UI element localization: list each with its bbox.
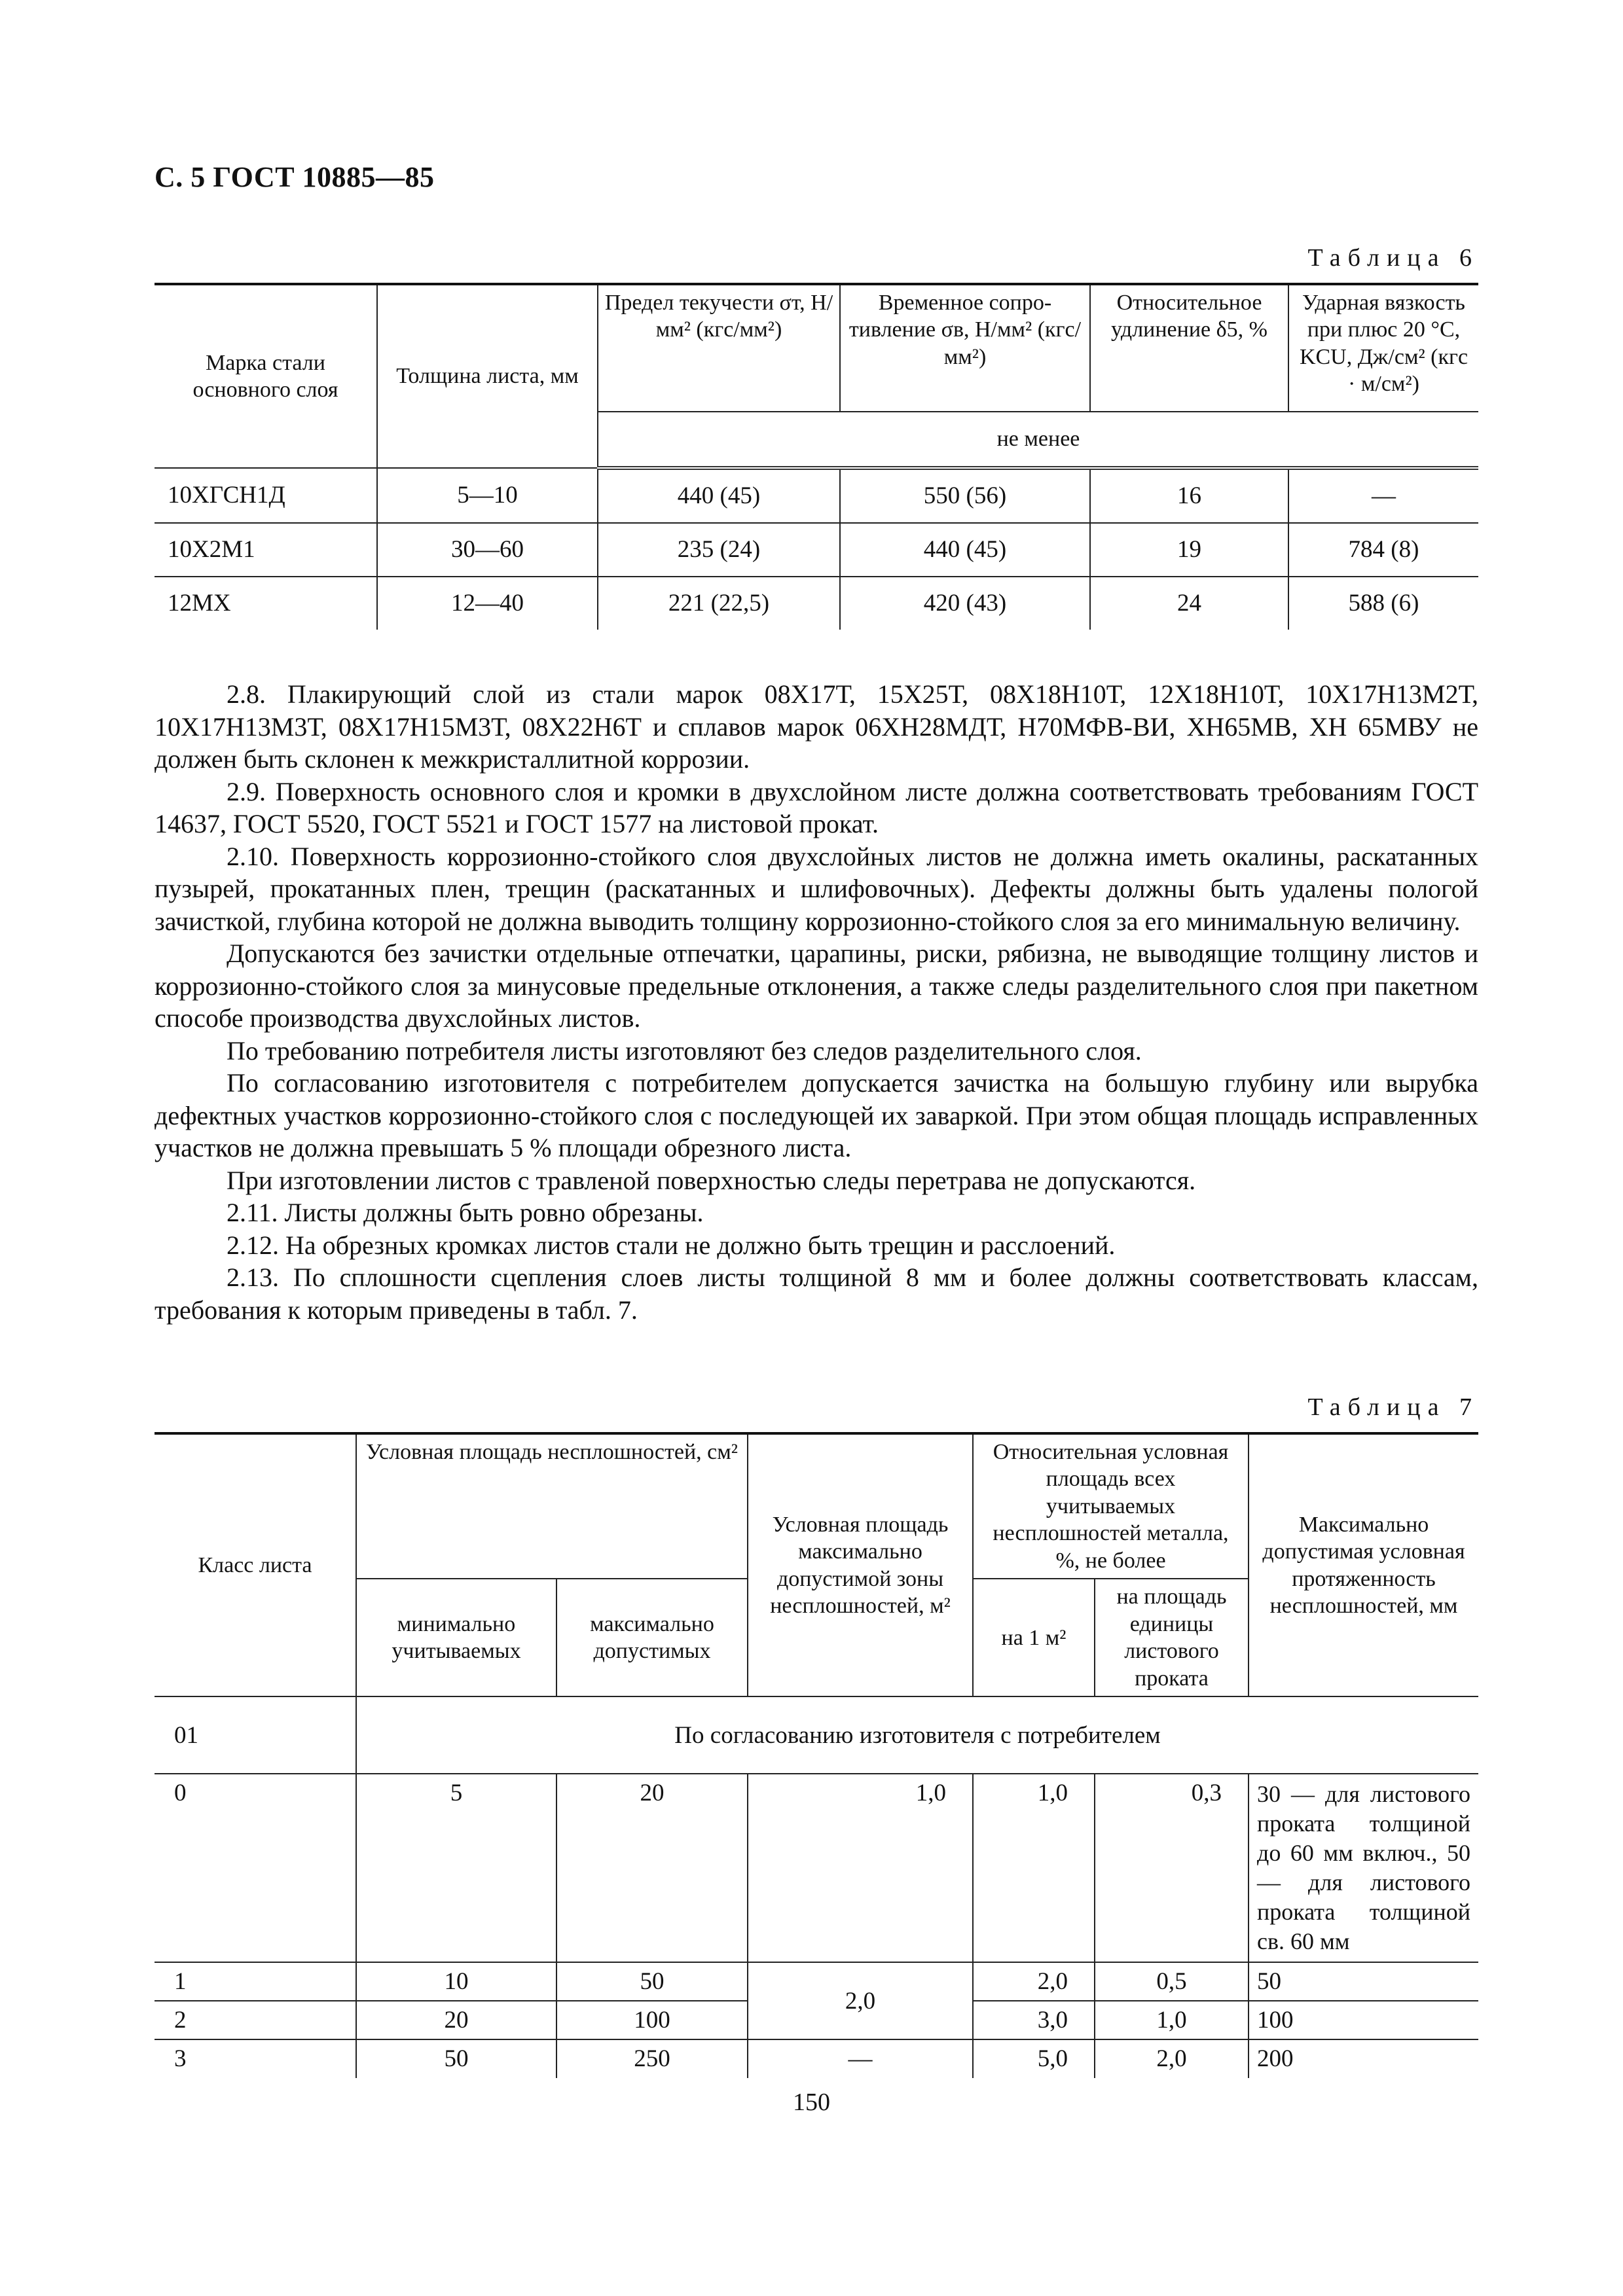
t6-header-yield: Предел текучести σт, Н/мм² (кгс/мм²)	[598, 284, 840, 412]
table-7	[155, 1432, 1478, 2078]
t6-header-strength: Временное сопротивление σв, Н/мм² (кгс/мм²)	[840, 284, 1090, 412]
table7-caption: Таблица 7	[1307, 1393, 1479, 1421]
t7-cell: 20	[556, 1774, 748, 1962]
t7-cell: 20	[356, 2001, 556, 2039]
paragraph: Допускаются без зачистки отдельные отпечатки, царапины, риски, рябизна, не выводящие толщину листов и коррозионно-стойкого слоя за минусовые предельные отклонения, а также следы разделительного слоя при пакетном способе производства двухслойных листов.	[155, 939, 1478, 1033]
t6-cell: —	[1288, 468, 1478, 523]
t7-cell: 1,0	[973, 1774, 1095, 1962]
t7-header-length: Максимально допустимая условная протяженность несплошностей, мм	[1249, 1433, 1478, 1696]
t7-header-per-m2: на 1 м²	[973, 1579, 1095, 1696]
t6-cell: 440 (45)	[598, 468, 840, 523]
paragraph: 2.10. Поверхность коррозионно-стойкого слоя двухслойных листов не должна иметь окалины, раскатанных пузырей, прокатанных плен, трещин (раскатанных и шлифовочных). Дефекты должны быть удалены пологой зачисткой, глубина которой не должна выводить толщину коррозионно-стойкого слоя за его минимальную величину.	[155, 841, 1478, 936]
t7-cell: 2,0	[748, 1962, 973, 2039]
t7-header-max: максимально допустимых	[556, 1579, 748, 1696]
t7-header-min: минимально учитываемых	[356, 1579, 556, 1696]
t7-cell: 1	[155, 1962, 356, 2001]
t7-cell: 2	[155, 2001, 356, 2039]
table-6	[155, 283, 1478, 630]
t6-cell: 12МХ	[155, 577, 377, 630]
t7-header-per-unit: на площадь единицы листового проката	[1095, 1579, 1249, 1696]
body-text	[155, 678, 1478, 1326]
t6-subheader: не менее	[598, 412, 1478, 468]
t6-cell: 5—10	[377, 468, 598, 523]
t6-cell: 19	[1090, 523, 1288, 577]
paragraph: 2.9. Поверхность основного слоя и кромки в двухслойном листе должна соответствовать требованиям ГОСТ 14637, ГОСТ 5520, ГОСТ 5521 и ГОСТ 1577 на листовой прокат.	[155, 776, 1478, 838]
t6-header-elongation: Относительное удлинение δ5, %	[1090, 284, 1288, 412]
t7-cell: 2,0	[973, 1962, 1095, 2001]
t6-cell: 10Х2М1	[155, 523, 377, 577]
t7-row01-text: По согласованию изготовителя с потребителем	[356, 1696, 1478, 1774]
t6-cell: 24	[1090, 577, 1288, 630]
t7-cell: 1,0	[748, 1774, 973, 1962]
document-header: С. 5 ГОСТ 10885—85	[155, 161, 435, 193]
paragraph: 2.11. Листы должны быть ровно обрезаны.	[227, 1198, 704, 1227]
table6-caption: Таблица 6	[1307, 244, 1479, 272]
t7-header-class: Класс листа	[155, 1433, 356, 1696]
t6-cell: 550 (56)	[840, 468, 1090, 523]
t7-cell: 10	[356, 1962, 556, 2001]
t7-cell: 0,3	[1095, 1774, 1249, 1962]
t6-cell: 420 (43)	[840, 577, 1090, 630]
t6-cell: 221 (22,5)	[598, 577, 840, 630]
t6-header-impact: Ударная вязкость при плюс 20 °С, KCU, Дж/см² (кгс · м/см²)	[1288, 284, 1478, 412]
t6-cell: 588 (6)	[1288, 577, 1478, 630]
t6-cell: 16	[1090, 468, 1288, 523]
t7-cell: 50	[1249, 1962, 1478, 2001]
t7-header-relative-group: Относительная условная площадь всех учитываемых несплошностей металла, %, не более	[973, 1433, 1249, 1579]
page-number: 150	[793, 2089, 830, 2116]
t7-cell: 50	[356, 2039, 556, 2077]
t7-cell: 0,5	[1095, 1962, 1249, 2001]
t6-header-thickness: Толщина листа, мм	[377, 284, 598, 468]
t6-header-grade: Марка стали основного слоя	[155, 284, 377, 468]
t6-cell: 10ХГСН1Д	[155, 468, 377, 523]
paragraph: 2.8. Плакирующий слой из стали марок 08Х17Т, 15Х25Т, 08Х18Н10Т, 12Х18Н10Т, 10Х17Н13М2Т, 10Х17Н13М3Т, 08Х17Н15М3Т, 08Х22Н6Т и сплавов марок 06ХН28МДТ, Н70МФВ-ВИ, ХН65МВ, ХН 65МВУ не должен быть склонен к межкристаллитной коррозии.	[155, 679, 1478, 774]
t7-cell: 2,0	[1095, 2039, 1249, 2077]
t7-cell: 3,0	[973, 2001, 1095, 2039]
t7-cell: 1,0	[1095, 2001, 1249, 2039]
paragraph: При изготовлении листов с травленой поверхностью следы перетрава не допускаются.	[227, 1165, 1196, 1195]
t7-cell: 0	[155, 1774, 356, 1962]
t7-cell: 100	[1249, 2001, 1478, 2039]
t7-cell: 100	[556, 2001, 748, 2039]
t6-cell: 784 (8)	[1288, 523, 1478, 577]
t7-header-area-group: Условная площадь несплошностей, см²	[356, 1433, 748, 1579]
t6-cell: 30—60	[377, 523, 598, 577]
t7-cell: 5,0	[973, 2039, 1095, 2077]
t6-cell: 235 (24)	[598, 523, 840, 577]
paragraph: 2.12. На обрезных кромках листов стали не должно быть трещин и расслоений.	[227, 1230, 1116, 1260]
t6-cell: 440 (45)	[840, 523, 1090, 577]
t7-cell: 250	[556, 2039, 748, 2077]
t7-cell: 30 — для листового проката толщиной до 60 мм включ., 50 — для листового проката толщиной св. 60 мм	[1249, 1774, 1478, 1962]
paragraph: По требованию потребителя листы изготовляют без следов разделительного слоя.	[227, 1035, 1142, 1066]
t7-cell: 50	[556, 1962, 748, 2001]
t7-cell: 3	[155, 2039, 356, 2077]
paragraph: По согласованию изготовителя с потребителем допускается зачистка на большую глубину или вырубка дефектных участков коррозионно-стойкого слоя с последующей их заваркой. При этом общая площадь исправленных участков не должна превышать 5 % площади обрезного листа.	[155, 1068, 1478, 1162]
paragraph: 2.13. По сплошности сцепления слоев листы толщиной 8 мм и более должны соответствовать классам, требования к которым приведены в табл. 7.	[155, 1263, 1478, 1325]
t7-cell: 200	[1249, 2039, 1478, 2077]
t7-cell: 5	[356, 1774, 556, 1962]
t7-cell: —	[748, 2039, 973, 2077]
t7-cell: 01	[155, 1696, 356, 1774]
t6-cell: 12—40	[377, 577, 598, 630]
t7-header-zone: Условная площадь максимально допустимой зоны несплошностей, м²	[748, 1433, 973, 1696]
